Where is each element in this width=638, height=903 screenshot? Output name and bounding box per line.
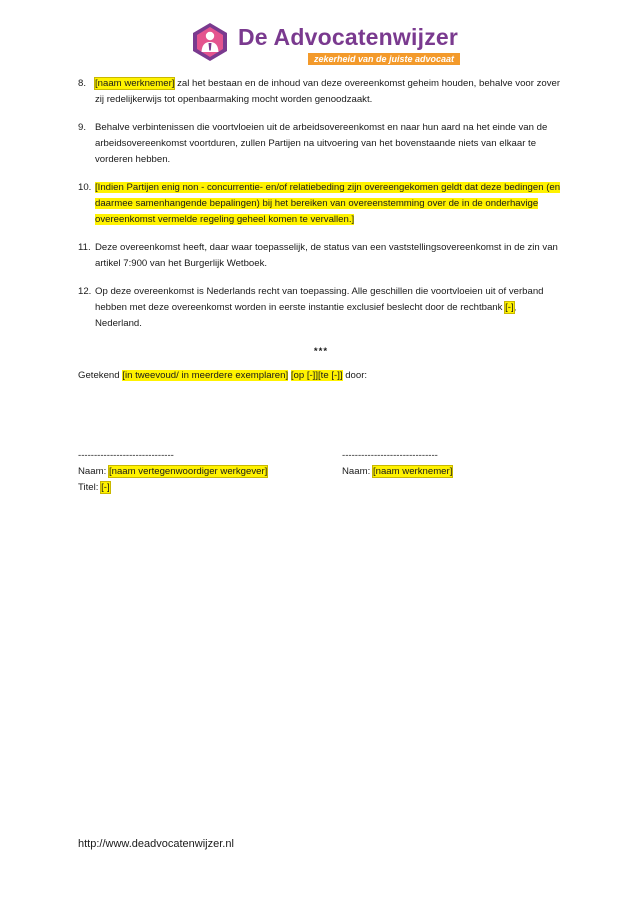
brand-tagline: zekerheid van de juiste advocaat (308, 53, 460, 65)
signature-line: ------------------------------ (78, 450, 174, 461)
employer-name-row (78, 464, 267, 480)
signed-date-placeholder: [op [-]] (290, 370, 319, 381)
placeholder-highlight: [naam werknemer] (95, 78, 175, 89)
employer-title-placeholder: [-] (101, 482, 110, 493)
clause-text-segment: Deze overeenkomst heeft, daar waar toepasselijk, de status van een vaststellingsovereenkomst in de zin van artikel 7:900 van het Burgerlijk Wetboek. (95, 242, 558, 269)
signed-line (78, 368, 564, 384)
employee-name-row (342, 464, 452, 480)
clause-item (78, 120, 564, 168)
clause-text-segment: , Nederland. (95, 302, 517, 329)
signed-place-placeholder: [te [-]] (318, 370, 343, 381)
clause-number: 9. (78, 122, 87, 133)
signed-suffix: door: (342, 370, 368, 381)
signature-employee (342, 448, 452, 480)
employer-title-row (78, 480, 267, 496)
title-label: Titel: (78, 482, 102, 493)
clause-text-segment: Op deze overeenkomst is Nederlands recht van toepassing. Alle geschillen die voortvloeien uit of verband hebben met deze overeenkomst worden in eerste instantie exclusief beslecht door de rechtbank (95, 286, 544, 313)
clause-text (95, 284, 564, 332)
lawyer-badge-icon (190, 22, 230, 62)
clause-number: 10. (78, 182, 92, 193)
clause-text (95, 76, 564, 108)
signature-employer (78, 448, 267, 496)
clause-text-segment: zal het bestaan en de inhoud van deze overeenkomst geheim houden, behalve voor zover zij redelijkerwijs tot openbaarmaking mocht worden genoodzaakt. (95, 78, 561, 105)
clause-number: 8. (78, 78, 87, 89)
clause-text (95, 180, 564, 228)
brand-name: De Advocatenwijzer (238, 24, 459, 50)
clause-item (78, 76, 564, 108)
clause-text-segment: Behalve verbintenissen die voortvloeien uit de arbeidsovereenkomst en naar hun aard na het einde van de arbeidsovereenkomst voortduren, zullen Partijen na uitvoering van het bovenstaande niets van elkaar te vorderen hebben. (95, 122, 548, 165)
clause-number: 11. (78, 242, 91, 253)
clause-list (78, 76, 564, 332)
placeholder-highlight: [-] (505, 302, 514, 313)
employee-name-placeholder: [naam werknemer] (372, 466, 453, 477)
clause-item (78, 284, 564, 332)
section-separator: *** (313, 346, 329, 357)
signed-prefix: Getekend (78, 370, 123, 381)
signature-line: ------------------------------ (342, 450, 438, 461)
placeholder-highlight: [Indien Partijen enig non - concurrentie- en/of relatiebeding zijn overeengekomen geldt dat deze bedingen (en daarmee samenhangende bepalingen) bij het bereiken van overeenstemming over de in de onderhavige overeenkomst vermelde regeling geheel komen te vervallen.] (95, 182, 561, 225)
clause-text (95, 120, 564, 168)
footer-url[interactable]: http://www.deadvocatenwijzer.nl (78, 838, 234, 850)
clause-number: 12. (78, 286, 92, 297)
signed-copies-placeholder: [in tweevoud/ in meerdere exemplaren] (122, 370, 289, 381)
brand-logo (190, 22, 480, 68)
name-label: Naam: (342, 466, 373, 477)
document-body (78, 76, 564, 384)
employer-name-placeholder: [naam vertegenwoordiger werkgever] (108, 466, 268, 477)
name-label: Naam: (78, 466, 109, 477)
clause-item (78, 180, 564, 228)
clause-item (78, 240, 564, 272)
clause-text (95, 240, 564, 272)
